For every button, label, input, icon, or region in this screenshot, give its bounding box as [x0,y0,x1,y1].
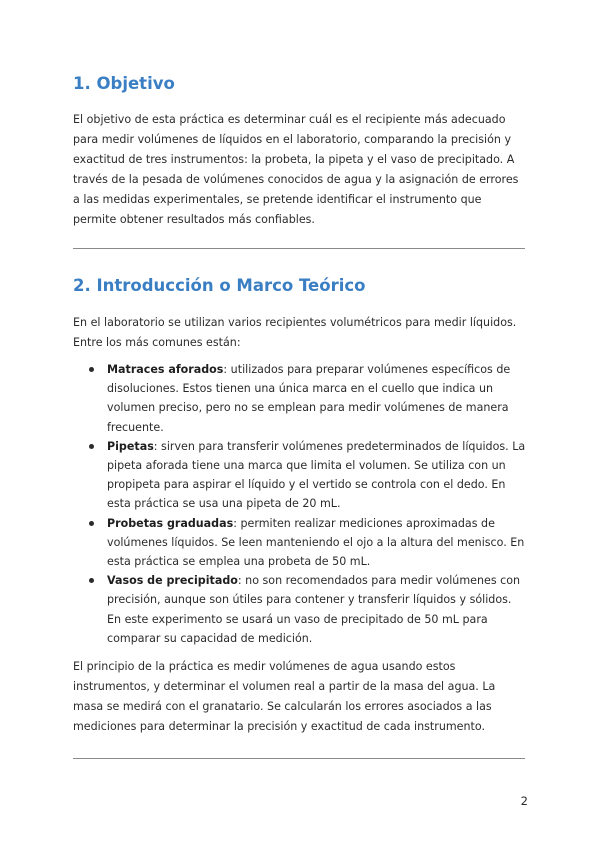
list-item-text: : no son recomendados para medir volúmenes con precisión, aunque son útiles para contener y transferir líquidos y sólidos. En este experimento se usará un vaso de precipitado de 50 mL para comparar su capacidad de medición. [107,574,521,645]
objetivo-paragraph: El objetivo de esta práctica es determinar cuál es el recipiente más adecuado para medir volúmenes de líquidos en el laboratorio, comparando la precisión y exactitud de tres instrumentos: la probeta, la pipeta y el vaso de precipitado. A través de la pesada de volúmenes conocidos de agua y la asignación de errores a las medidas experimentales, se pretende identificar el instrumento que permite obtener resultados más confiables. [73,113,519,226]
list-item-term: Matraces aforados [107,363,224,376]
bullet-icon [89,578,94,583]
list-item [73,437,528,514]
bullet-icon [89,367,94,372]
page-number: 2 [520,794,528,808]
list-item-term: Probetas graduadas [107,516,234,530]
closing-paragraph: El principio de la práctica es medir volúmenes de agua usando estos instrumentos, y determinar el volumen real a partir de la masa del agua. La masa se medirá con el granatario. Se calcularán los errores asociados a las mediciones para determinar la precisión y exactitud de cada instrumento. [73,660,496,733]
list-item-term: Pipetas [107,439,154,453]
list-item [73,514,528,572]
list-item-text: : sirven para transferir volúmenes predeterminados de líquidos. La pipeta aforada tiene una marca que limita el volumen. Se utiliza con un propipeta para aspirar el líquido y el vertido se controla con el dedo. En esta práctica se usa una pipeta de 20 mL. [107,439,526,511]
introduccion-paragraph: En el laboratorio se utilizan varios recipientes volumétricos para medir líquidos. Entre los más comunes están: [73,316,517,349]
section-title-objetivo: 1. Objetivo [73,74,175,93]
bullet-icon [89,444,94,449]
list-item [73,360,528,437]
list-item-text: : utilizados para preparar volúmenes específicos de disoluciones. Estos tienen una única marca en el cuello que indica un volumen preciso, pero no se emplean para medir volúmenes de manera frecuente. [107,363,511,434]
list-item-term: Vasos de precipitado [107,574,238,588]
list-item [73,571,528,648]
section-divider [73,248,525,249]
section-divider [73,758,525,759]
bullet-icon [89,521,94,526]
section-title-introduccion: 2. Introducción o Marco Teórico [73,276,366,295]
instrument-list [73,360,528,648]
list-item-text: : permiten realizar mediciones aproximadas de volúmenes líquidos. Se leen manteniendo el ojo a la altura del menisco. En esta práctica se emplea una probeta de 50 mL. [107,516,525,569]
